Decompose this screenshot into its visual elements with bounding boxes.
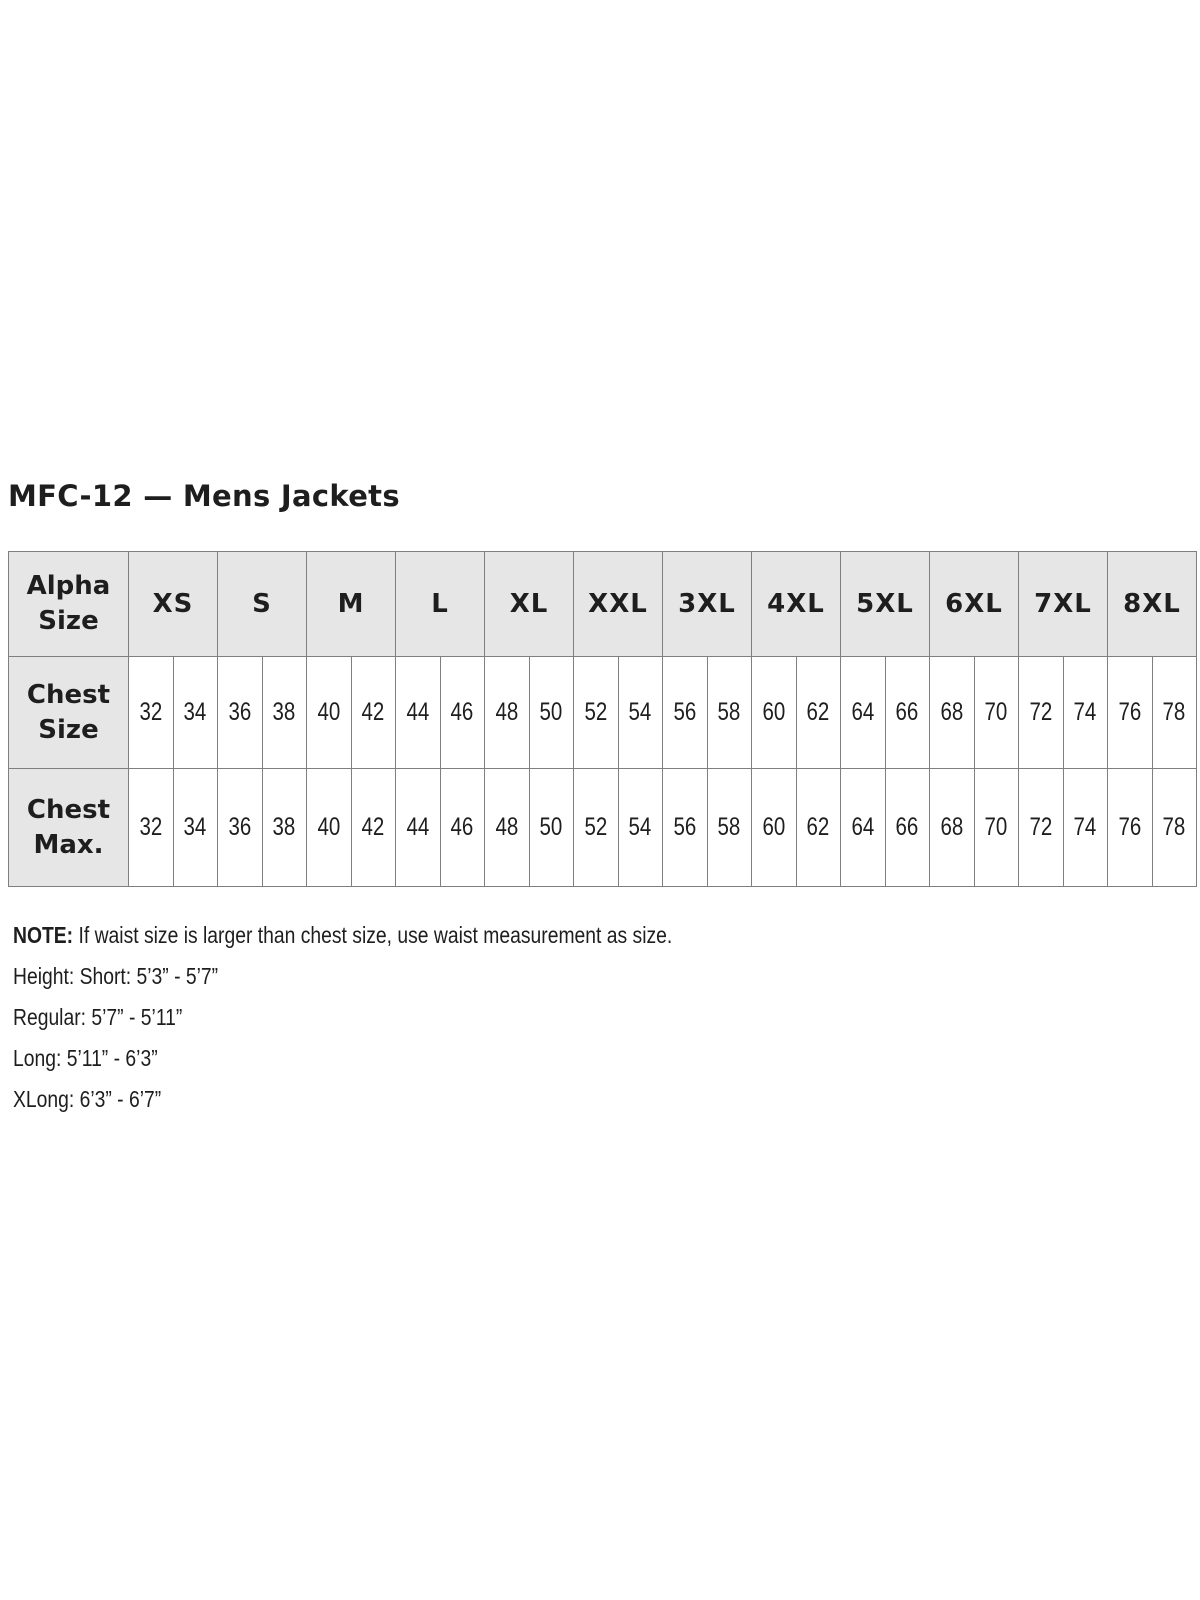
chest-max-cell <box>841 769 886 887</box>
note-label: NOTE: <box>13 922 74 948</box>
chest-max-cell <box>129 769 174 887</box>
chest-max-cell-value: 40 <box>317 813 341 841</box>
alpha-size-cell: 7XL <box>1019 552 1108 657</box>
chest-size-cell-value: 50 <box>539 698 563 726</box>
chest-max-cell-value: 50 <box>539 813 563 841</box>
chest-size-cell <box>1063 657 1108 769</box>
chest-max-label <box>9 769 129 887</box>
row-label-line: Alpha <box>26 571 111 601</box>
chest-size-cell <box>351 657 396 769</box>
chest-size-cell-value: 66 <box>895 698 919 726</box>
chest-max-cell <box>529 769 574 887</box>
chest-max-cell <box>974 769 1019 887</box>
alpha-size-cell: L <box>396 552 485 657</box>
chest-max-cell-value: 72 <box>1029 813 1053 841</box>
chest-max-cell <box>574 769 619 887</box>
chest-max-cell-value: 78 <box>1162 813 1186 841</box>
chest-max-cell <box>1019 769 1064 887</box>
chest-max-cell-value: 36 <box>228 813 252 841</box>
chest-size-cell <box>218 657 263 769</box>
chest-max-cell <box>262 769 307 887</box>
chest-max-cell-value: 70 <box>984 813 1008 841</box>
chest-max-cell <box>618 769 663 887</box>
chest-size-cell <box>707 657 752 769</box>
alpha-size-cell: 8XL <box>1108 552 1197 657</box>
chest-max-cell-value: 74 <box>1073 813 1097 841</box>
chest-max-cell <box>1108 769 1153 887</box>
chest-max-cell-value: 42 <box>361 813 385 841</box>
note-text: If waist size is larger than chest size, use waist measurement as size. <box>73 922 673 948</box>
size-chart-table <box>8 551 1197 887</box>
chest-size-cell-value: 38 <box>272 698 296 726</box>
chest-max-cell <box>663 769 708 887</box>
alpha-size-cell: 6XL <box>930 552 1019 657</box>
chest-size-cell <box>440 657 485 769</box>
height-long-line: Long: 5’11” - 6’3” <box>13 1045 158 1071</box>
chest-size-row <box>9 657 1197 769</box>
chest-size-cell <box>574 657 619 769</box>
alpha-size-cell: 3XL <box>663 552 752 657</box>
chest-size-cell-value: 74 <box>1073 698 1097 726</box>
chest-size-cell <box>752 657 797 769</box>
alpha-size-cell: 4XL <box>752 552 841 657</box>
row-label-line: Chest <box>26 679 111 710</box>
chest-size-cell <box>173 657 218 769</box>
chest-size-cell <box>618 657 663 769</box>
chest-size-cell-value: 70 <box>984 698 1008 726</box>
chest-size-cell-value: 46 <box>450 698 474 726</box>
chest-max-cell-value: 60 <box>762 813 786 841</box>
chest-size-cell <box>885 657 930 769</box>
note-line <box>13 915 672 956</box>
alpha-size-cell: M <box>307 552 396 657</box>
chest-size-cell <box>1108 657 1153 769</box>
chest-size-cell-value: 32 <box>139 698 163 726</box>
chest-max-cell-value: 34 <box>183 813 207 841</box>
chest-max-cell <box>396 769 441 887</box>
chest-max-cell-value: 64 <box>851 813 875 841</box>
chest-size-cell-value: 40 <box>317 698 341 726</box>
chest-size-cell <box>974 657 1019 769</box>
chest-size-cell-value: 60 <box>762 698 786 726</box>
chest-max-cell-value: 48 <box>495 813 519 841</box>
chest-size-cell-value: 48 <box>495 698 519 726</box>
alpha-size-cell: 5XL <box>841 552 930 657</box>
chest-max-cell <box>440 769 485 887</box>
height-short-line: Height: Short: 5’3” - 5’7” <box>13 963 219 989</box>
alpha-size-cell: XL <box>485 552 574 657</box>
chest-max-cell <box>485 769 530 887</box>
chest-size-cell <box>930 657 975 769</box>
chest-max-cell-value: 58 <box>717 813 741 841</box>
chest-max-cell-value: 66 <box>895 813 919 841</box>
chest-size-cell-value: 44 <box>406 698 430 726</box>
chest-max-cell <box>218 769 263 887</box>
chest-max-row <box>9 769 1197 887</box>
alpha-size-cell: XS <box>129 552 218 657</box>
row-label-line: Chest <box>26 794 111 825</box>
alpha-size-cell: XXL <box>574 552 663 657</box>
chest-size-cell <box>262 657 307 769</box>
chest-size-cell-value: 64 <box>851 698 875 726</box>
chest-max-cell <box>307 769 352 887</box>
chest-size-cell-value: 56 <box>673 698 697 726</box>
chest-max-cell-value: 76 <box>1118 813 1142 841</box>
chest-max-cell-value: 62 <box>806 813 830 841</box>
chest-max-cell-value: 68 <box>940 813 964 841</box>
chest-size-cell-value: 58 <box>717 698 741 726</box>
chest-max-cell <box>885 769 930 887</box>
chest-size-cell-value: 62 <box>806 698 830 726</box>
chest-max-cell-value: 54 <box>628 813 652 841</box>
chest-size-cell <box>1152 657 1197 769</box>
chest-max-cell <box>173 769 218 887</box>
height-xlong-line: XLong: 6’3” - 6’7” <box>13 1086 162 1112</box>
chest-size-cell <box>1019 657 1064 769</box>
chest-size-cell-value: 72 <box>1029 698 1053 726</box>
chest-size-cell-value: 78 <box>1162 698 1186 726</box>
chest-max-cell <box>707 769 752 887</box>
chest-max-cell-value: 52 <box>584 813 608 841</box>
chest-max-cell-value: 32 <box>139 813 163 841</box>
chest-size-cell <box>796 657 841 769</box>
alpha-size-cell: S <box>218 552 307 657</box>
row-label-line: Size <box>38 606 99 636</box>
chest-max-cell <box>796 769 841 887</box>
chest-size-cell-value: 54 <box>628 698 652 726</box>
alpha-size-label <box>9 552 129 657</box>
chest-max-cell-value: 44 <box>406 813 430 841</box>
chest-size-cell-value: 68 <box>940 698 964 726</box>
chest-size-cell <box>529 657 574 769</box>
chest-size-cell <box>396 657 441 769</box>
chest-size-cell <box>485 657 530 769</box>
size-notes <box>13 915 798 1120</box>
chest-size-cell <box>129 657 174 769</box>
height-regular-line: Regular: 5’7” - 5’11” <box>13 1004 183 1030</box>
chest-max-cell <box>930 769 975 887</box>
alpha-size-row <box>9 552 1197 657</box>
chest-max-cell-value: 46 <box>450 813 474 841</box>
chest-size-cell-value: 34 <box>183 698 207 726</box>
chest-max-cell <box>752 769 797 887</box>
chest-max-cell <box>351 769 396 887</box>
page-title: MFC-12 — Mens Jackets <box>8 479 400 513</box>
chest-size-cell <box>663 657 708 769</box>
chest-max-cell <box>1063 769 1108 887</box>
chest-max-cell-value: 38 <box>272 813 296 841</box>
chest-size-cell-value: 76 <box>1118 698 1142 726</box>
chest-max-cell-value: 56 <box>673 813 697 841</box>
chest-size-cell <box>307 657 352 769</box>
row-label-line: Size <box>38 714 99 745</box>
chest-size-label <box>9 657 129 769</box>
row-label-line: Max. <box>33 829 104 860</box>
chest-size-cell-value: 36 <box>228 698 252 726</box>
chest-size-cell-value: 52 <box>584 698 608 726</box>
chest-size-cell-value: 42 <box>361 698 385 726</box>
chest-size-cell <box>841 657 886 769</box>
chest-max-cell <box>1152 769 1197 887</box>
